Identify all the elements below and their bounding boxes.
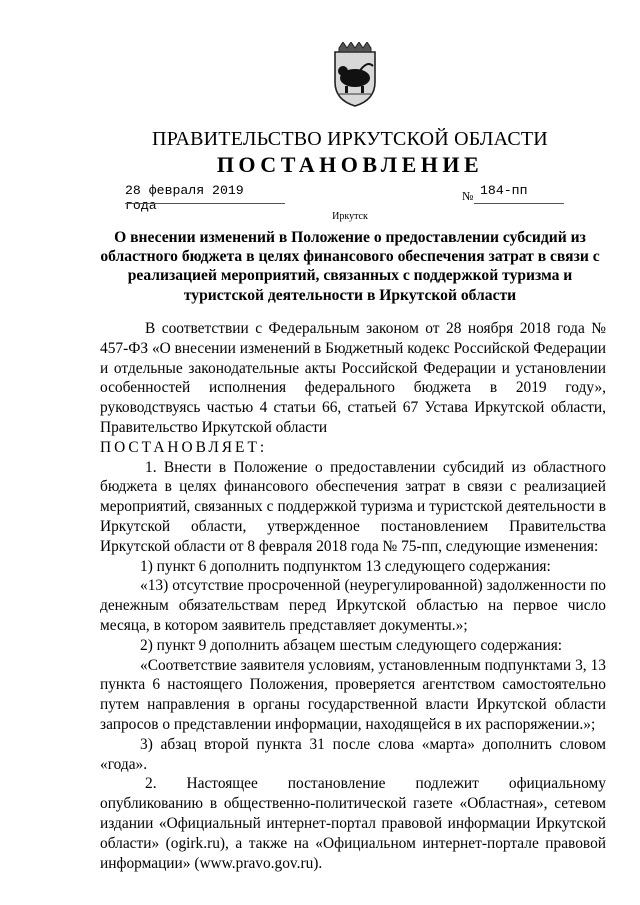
subitem-2: 2) пункт 9 дополнить абзацем шестым следующего содержания: [140, 636, 563, 654]
resolves-heading: ПОСТАНОВЛЯЕТ: [100, 438, 268, 456]
subitem-1-text: «13) отсутствие просроченной (неурегулированной) задолженности по денежным обязательствам перед Иркутской областью на первое число месяца, в котором заявитель представляет документы.»; [100, 577, 606, 634]
document-body [100, 319, 606, 873]
subitem-3: 3) абзац второй пункта 31 после слова «марта» дополнить словом «года». [100, 735, 606, 773]
preamble-paragraph: В соответствии с Федеральным законом от 28 ноября 2018 года № 457-ФЗ «О внесении изменений в Бюджетный кодекс Российской Федерации и отдельные законодательные акты Российской Федерации и установлении особенностей исполнения федерального бюджета в 2019 году», руководствуясь частью 4 статьи 66, статьей 67 Устава Иркутской области, Правительство Иркутской области [100, 320, 606, 436]
paragraph-1: 1. Внести в Положение о предоставлении субсидий из областного бюджета в целях финансового обеспечения затрат в связи с реализацией мероприятий, связанных с поддержкой туризма и туристской деятельности в Иркутской области, утвержденное постановлением Правительства Иркутской области от 8 февраля 2018 года № 75-пп, следующие изменения: [100, 458, 606, 555]
government-name: ПРАВИТЕЛЬСТВО ИРКУТСКОЙ ОБЛАСТИ [152, 128, 548, 150]
document-type-heading: ПОСТАНОВЛЕНИЕ [216, 152, 484, 177]
paragraph-2: 2. Настоящее постановление подлежит официальному опубликованию в общественно-политической газете «Областная», сетевом издании «Официальный интернет-портал правовой информации Иркутской области» (ogirk.ru), а также на «Официальном интернет-портале правовой информации» (www.pravo.gov.ru). [100, 775, 606, 872]
date-underline [125, 203, 285, 204]
document-date: 28 февраля 2019 года [125, 183, 244, 213]
document-title: О внесении изменений в Положение о предоставлении субсидий из областного бюджета в целях финансового обеспечения затрат в связи с реализацией мероприятий, связанных с поддержкой туризма и туристской деятельности в Иркутской области [100, 229, 600, 304]
city-label: Иркутск [332, 211, 368, 222]
irkutsk-coat-of-arms-icon [329, 42, 381, 108]
number-underline [474, 203, 564, 204]
number-sign: № [462, 189, 474, 203]
subitem-1: 1) пункт 6 дополнить подпунктом 13 следующего содержания: [140, 557, 551, 575]
subitem-2-text: «Соответствие заявителя условиям, установленным подпунктами 3, 13 пункта 6 настоящего Положения, проверяется агентством самостоятельно путем направления в органы государственной власти Иркутской области запросов о представлении информации, находящейся в их распоряжении.»; [100, 656, 606, 733]
document-number: 184-пп [480, 183, 528, 198]
